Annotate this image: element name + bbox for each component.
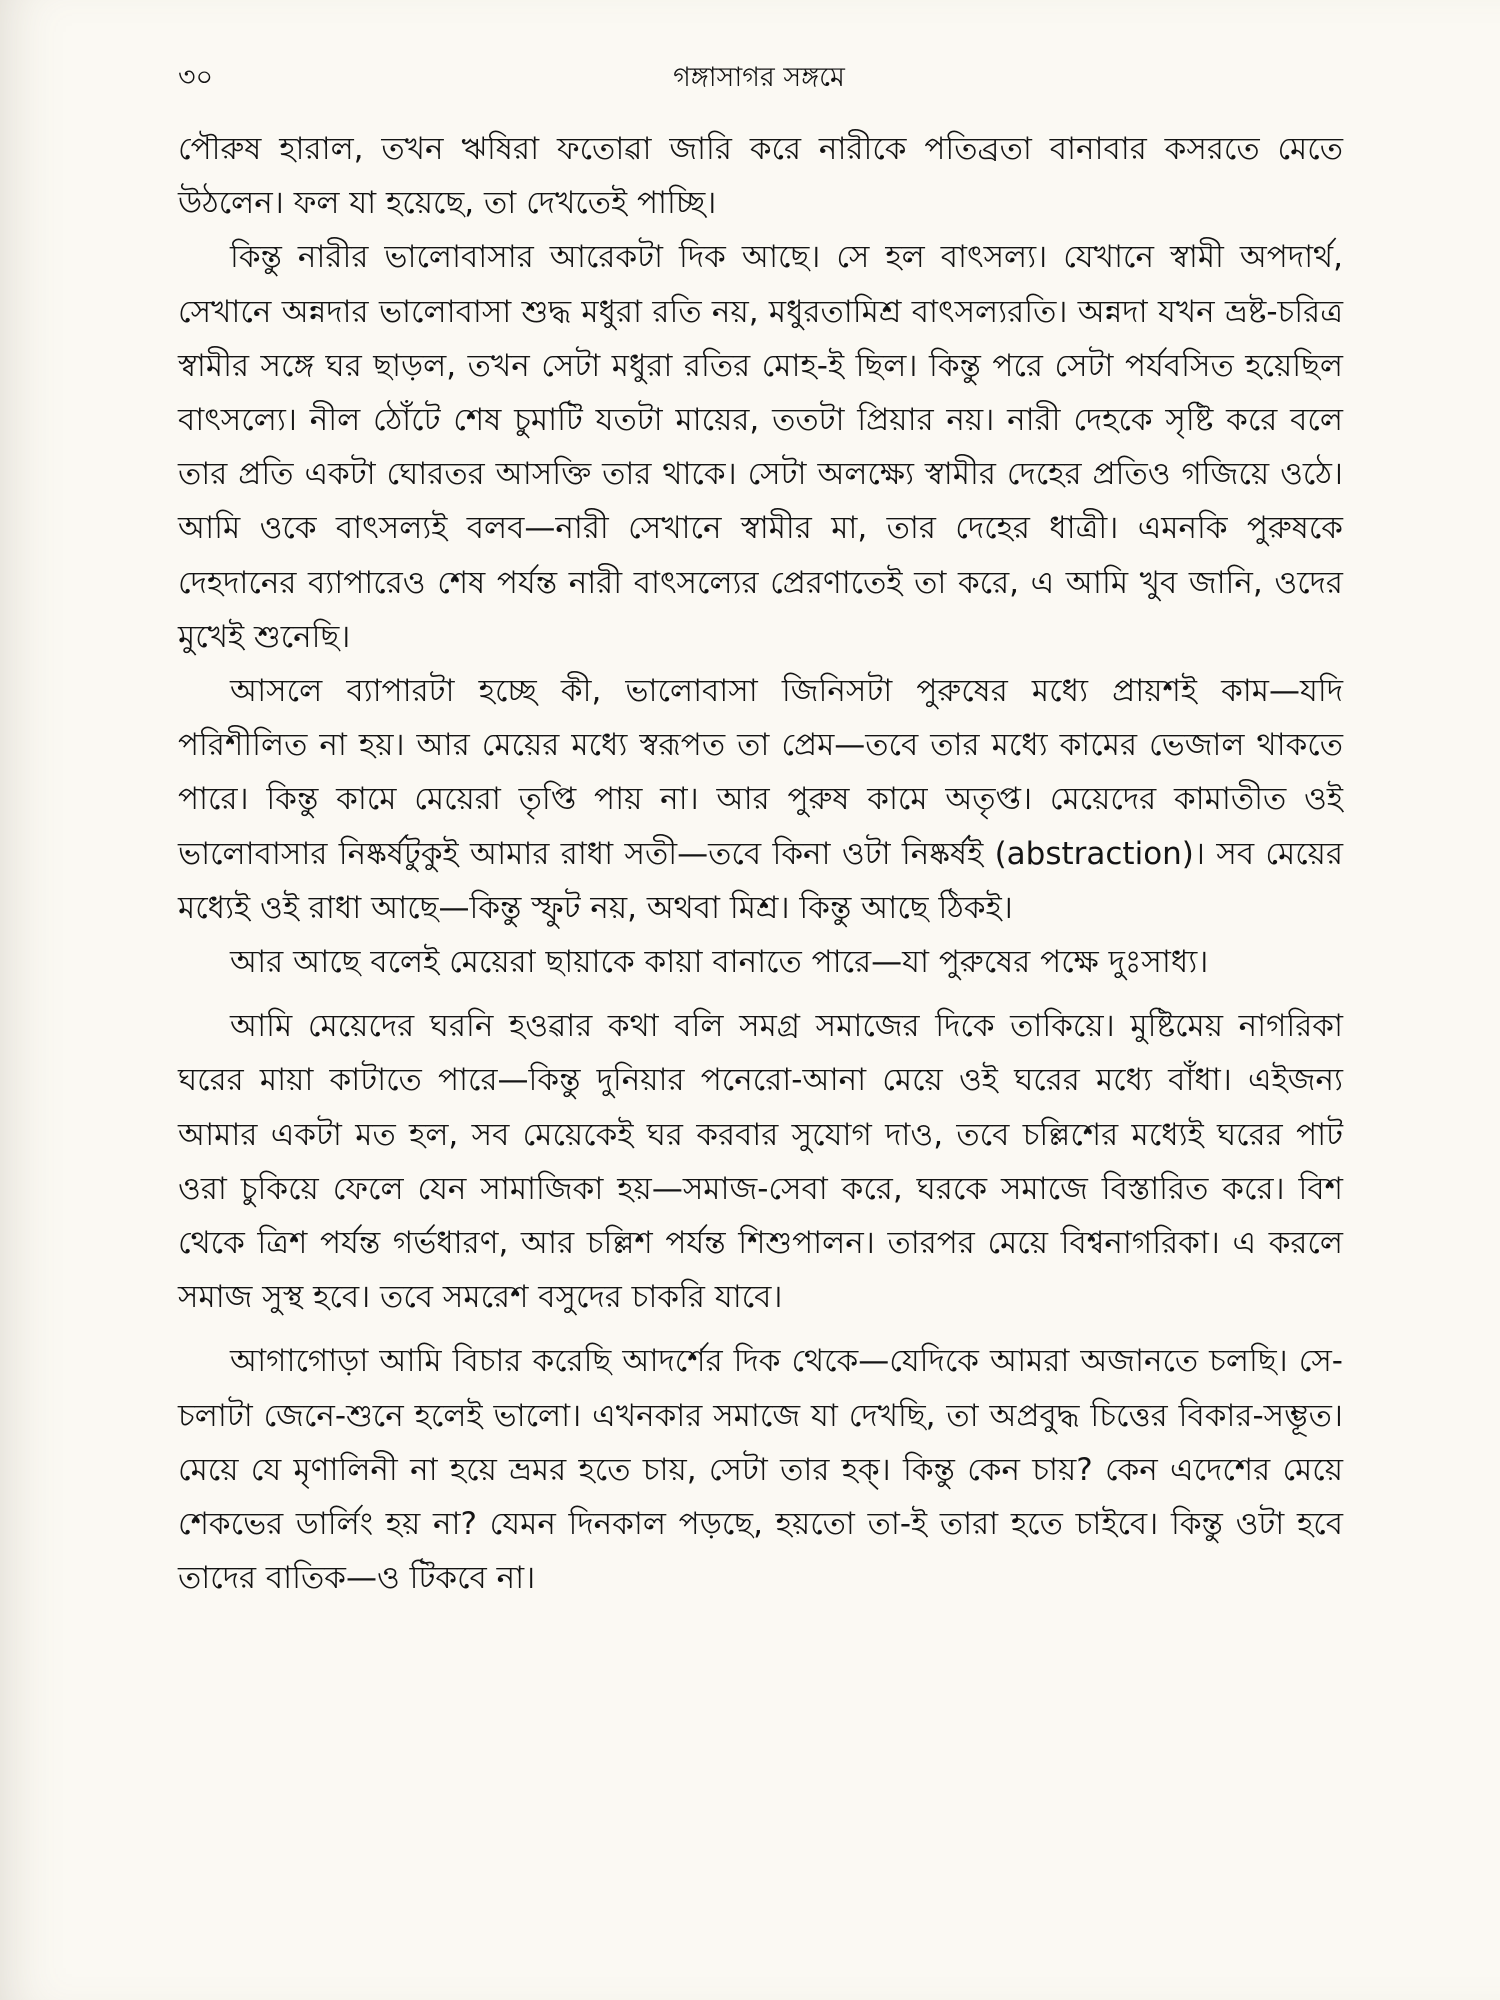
paragraph-6: আগাগোড়া আমি বিচার করেছি আদর্শের দিক থেকে—যেদিকে আমরা অজানতে চলছি। সে-চলাটা জেনে-শুনে হলেই ভালো। এখনকার সমাজে যা দেখছি, তা অপ্রবুদ্ধ চিত্তের বিকার-সম্ভূত। মেয়ে যে মৃণালিনী না হয়ে ভ্রমর হতে চায়, সেটা তার হক্। কিন্তু কেন চায়? কেন এদেশের মেয়ে শেকভের ডার্লিং হয় না? যেমন দিনকাল পড়ছে, হয়তো তা-ই তারা হতে চাইবে। কিন্তু ওটা হবে তাদের বাতিক—ও টিকবে না। <box>178 1343 1343 1597</box>
running-title: গঙ্গাসাগর সঙ্গমে <box>673 62 845 93</box>
paragraph-1: পৌরুষ হারাল, তখন ঋষিরা ফতোৱা জারি করে নারীকে পতিব্রতা বানাবার কসরতে মেতে উঠলেন। ফল যা হয়েছে, তা দেখতেই পাচ্ছি। <box>178 131 1343 222</box>
body-text <box>178 122 1343 1605</box>
paragraph-5: আমি মেয়েদের ঘরনি হওৱার কথা বলি সমগ্র সমাজের দিকে তাকিয়ে। মুষ্টিমেয় নাগরিকা ঘরের মায়া কাটাতে পারে—কিন্তু দুনিয়ার পনেরো-আনা মেয়ে ওই ঘরের মধ্যে বাঁধা। এইজন্য আমার একটা মত হল, সব মেয়েকেই ঘর করবার সুযোগ দাও, তবে চল্লিশের মধ্যেই ঘরের পাট ওরা চুকিয়ে ফেলে যেন সামাজিকা হয়—সমাজ-সেবা করে, ঘরকে সমাজে বিস্তারিত করে। বিশ থেকে ত্রিশ পর্যন্ত গর্ভধারণ, আর চল্লিশ পর্যন্ত শিশুপালন। তারপর মেয়ে বিশ্বনাগরিকা। এ করলে সমাজ সুস্থ হবে। তবে সমরেশ বসুদের চাকরি যাবে। <box>178 1008 1343 1316</box>
paragraph-3: আসলে ব্যাপারটা হচ্ছে কী, ভালোবাসা জিনিসটা পুরুষের মধ্যে প্রায়শই কাম—যদি পরিশীলিত না হয়। আর মেয়ের মধ্যে স্বরূপত তা প্রেম—তবে তার মধ্যে কামের ভেজাল থাকতে পারে। কিন্তু কামে মেয়েরা তৃপ্তি পায় না। আর পুরুষ কামে অতৃপ্ত। মেয়েদের কামাতীত ওই ভালোবাসার নিষ্কর্ষটুকুই আমার রাধা সতী—তবে কিনা ওটা নিষ্কর্ষই (abstraction)। সব মেয়ের মধ্যেই ওই রাধা আছে—কিন্তু স্ফুট নয়, অথবা মিশ্র। কিন্তু আছে ঠিকই। <box>178 673 1343 926</box>
page-header <box>178 58 1340 118</box>
paragraph-4: আর আছে বলেই মেয়েরা ছায়াকে কায়া বানাতে পারে—যা পুরুষের পক্ষে দুঃসাধ্য। <box>230 944 1209 981</box>
page-number: ৩০ <box>178 62 214 93</box>
paragraph-2: কিন্তু নারীর ভালোবাসার আরেকটা দিক আছে। সে হল বাৎসল্য। যেখানে স্বামী অপদার্থ, সেখানে অন্নদার ভালোবাসা শুদ্ধ মধুরা রতি নয়, মধুরতামিশ্র বাৎসল্যরতি। অন্নদা যখন ভ্রষ্ট-চরিত্র স্বামীর সঙ্গে ঘর ছাড়ল, তখন সেটা মধুরা রতির মোহ-ই ছিল। কিন্তু পরে সেটা পর্যবসিত হয়েছিল বাৎসল্যে। নীল ঠোঁটে শেষ চুমাটি যতটা মায়ের, ততটা প্রিয়ার নয়। নারী দেহকে সৃষ্টি করে বলে তার প্রতি একটা ঘোরতর আসক্তি তার থাকে। সেটা অলক্ষ্যে স্বামীর দেহের প্রতিও গজিয়ে ওঠে। আমি ওকে বাৎসল্যই বলব—নারী সেখানে স্বামীর মা, তার দেহের ধাত্রী। এমনকি পুরুষকে দেহদানের ব্যাপারেও শেষ পর্যন্ত নারী বাৎসল্যের প্রেরণাতেই তা করে, এ আমি খুব জানি, ওদের মুখেই শুনেছি। <box>178 239 1343 655</box>
